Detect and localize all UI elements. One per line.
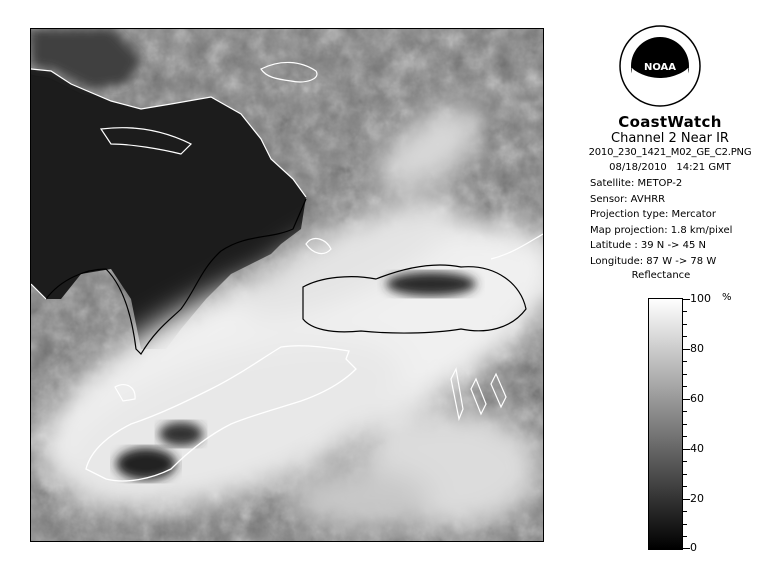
tick-minor: [682, 311, 687, 312]
metadata-list: [566, 176, 774, 270]
tick-minor: [682, 386, 687, 387]
acquisition-date: 08/18/2010: [609, 162, 667, 173]
logo-text: NOAA: [643, 62, 677, 73]
tick-minor: [682, 474, 687, 475]
meta-satellite: Satellite: METOP-2: [590, 178, 683, 189]
channel-title: Channel 2 Near IR: [611, 131, 729, 146]
tick-major-20: [682, 499, 690, 500]
tick-minor: [682, 461, 687, 462]
brand-title: CoastWatch: [618, 113, 722, 131]
meta-latitude: Latitude : 39 N -> 45 N: [590, 240, 706, 252]
colorbar-unit: %: [722, 292, 732, 303]
tick-minor: [682, 411, 687, 412]
tick-minor: [682, 336, 687, 337]
tick-minor: [682, 374, 687, 375]
tick-minor: [682, 511, 687, 512]
tick-major-80: [682, 349, 690, 350]
tick-label-0: 0: [690, 541, 697, 554]
noaa-logo: [618, 24, 702, 108]
tick-label-100: 100: [690, 292, 711, 305]
acquisition-time: 14:21 GMT: [676, 162, 731, 173]
tick-label-20: 20: [690, 492, 704, 505]
tick-minor: [682, 324, 687, 325]
tick-minor: [682, 361, 687, 362]
tick-minor: [682, 524, 687, 525]
colorbar: [648, 298, 683, 550]
info-panel: [566, 114, 774, 270]
tick-minor: [682, 424, 687, 425]
tick-major-40: [682, 449, 690, 450]
satellite-image-panel: [30, 28, 544, 542]
tick-label-40: 40: [690, 442, 704, 455]
meta-projection-type: Projection type: Mercator: [590, 209, 716, 221]
tick-major-100: [682, 299, 690, 300]
meta-map-projection: Map projection: 1.8 km/pixel: [590, 224, 733, 236]
tick-minor: [682, 536, 687, 537]
meta-longitude: Longitude: 87 W -> 78 W: [590, 255, 717, 267]
satellite-image: [31, 29, 543, 541]
tick-major-60: [682, 399, 690, 400]
file-name: 2010_230_1421_M02_GE_C2.PNG: [588, 147, 752, 158]
meta-sensor: Sensor: AVHRR: [590, 193, 666, 205]
acquisition-datetime: [566, 160, 774, 176]
tick-label-80: 80: [690, 342, 704, 355]
tick-minor: [682, 486, 687, 487]
tick-minor: [682, 436, 687, 437]
tick-label-60: 60: [690, 392, 704, 405]
colorbar-title: Reflectance: [631, 270, 691, 281]
tick-major-0: [682, 548, 690, 549]
